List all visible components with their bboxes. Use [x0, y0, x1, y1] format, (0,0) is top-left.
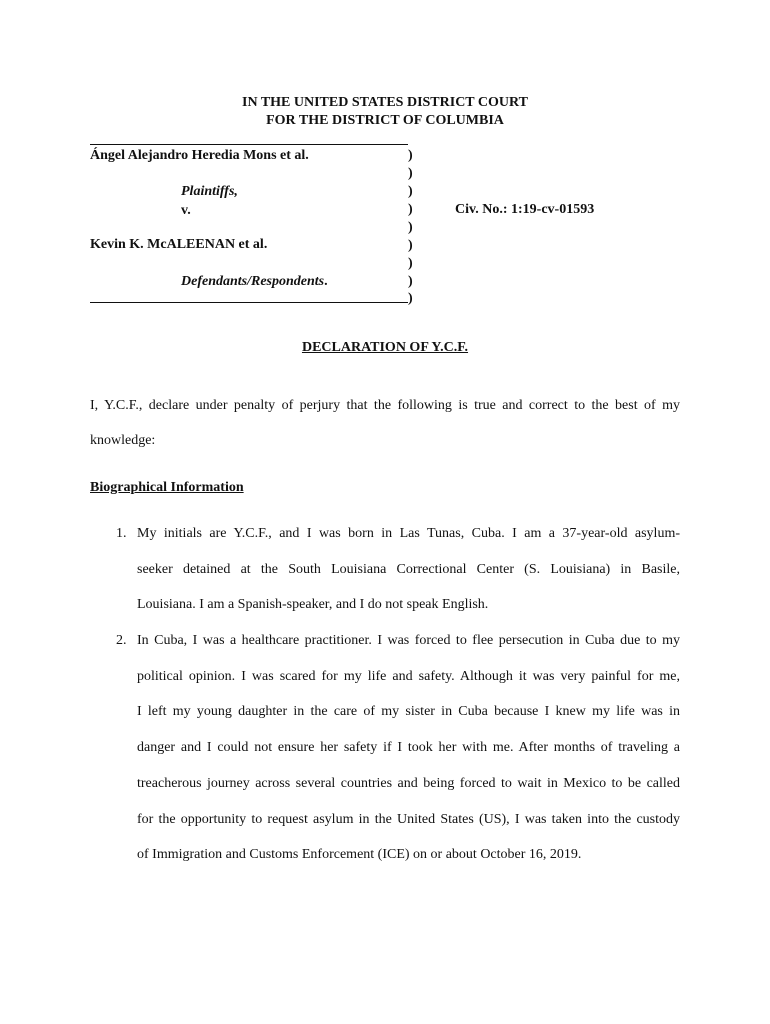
- plaintiff-role: Plaintiffs,: [181, 184, 238, 199]
- paragraph-line: Louisiana. I am a Spanish-speaker, and I do not speak English.: [137, 597, 489, 612]
- caption-paren: ): [408, 238, 413, 253]
- paragraph-line: treacherous journey across several countries and being forced to wait in Mexico to be called: [137, 776, 680, 791]
- intro-line-2: knowledge:: [90, 433, 156, 448]
- document-title: DECLARATION OF Y.C.F.: [301, 340, 469, 355]
- caption-paren: ): [408, 148, 413, 163]
- intro-line-1-text: I, Y.C.F., declare under penalty of perjury that the following is true and correct to the best of my: [90, 398, 680, 413]
- caption-paren: ): [408, 184, 413, 199]
- paragraph-line: danger and I could not ensure her safety if I took her with me. After months of traveling a: [137, 740, 680, 755]
- defendant-role: [181, 274, 328, 290]
- caption-paren: ): [408, 202, 413, 217]
- caption-paren: ): [408, 274, 413, 289]
- intro-line-1: [90, 398, 680, 414]
- caption-paren: ): [408, 256, 413, 271]
- paragraph-line: for the opportunity to request asylum in the United States (US), I was taken into the custody: [137, 812, 680, 827]
- paragraph-number: 2.: [116, 633, 127, 648]
- court-name-line2: FOR THE DISTRICT OF COLUMBIA: [266, 113, 504, 128]
- defendant-role-text: Defendants/Respondents: [181, 274, 325, 289]
- paragraph-line: seeker detained at the South Louisiana Correctional Center (S. Louisiana) in Basile,: [137, 562, 680, 577]
- paragraph-line: I left my young daughter in the care of my sister in Cuba because I knew my life was in: [137, 704, 680, 719]
- section-heading: Biographical Information: [90, 480, 244, 495]
- caption-paren: ): [408, 166, 413, 181]
- paragraph-line: of Immigration and Customs Enforcement (ICE) on or about October 16, 2019.: [137, 847, 582, 862]
- defendant-name: Kevin K. McALEENAN et al.: [90, 237, 268, 252]
- caption-top-rule: [90, 144, 408, 145]
- versus-label: v.: [181, 203, 191, 218]
- caption-paren: ): [408, 291, 413, 306]
- paragraph-number: 1.: [116, 526, 127, 541]
- defendant-role-period: .: [324, 274, 328, 289]
- civil-case-number: Civ. No.: 1:19-cv-01593: [455, 202, 595, 217]
- paragraph-line: In Cuba, I was a healthcare practitioner. I was forced to flee persecution in Cuba due to my: [137, 633, 680, 648]
- paragraph-line: My initials are Y.C.F., and I was born in Las Tunas, Cuba. I am a 37-year-old asylum-: [137, 526, 680, 541]
- plaintiff-name: Ángel Alejandro Heredia Mons et al.: [90, 148, 309, 163]
- caption-paren: ): [408, 220, 413, 235]
- court-name-line1: IN THE UNITED STATES DISTRICT COURT: [242, 95, 528, 110]
- paragraph-line: political opinion. I was scared for my life and safety. Although it was very painful for me,: [137, 669, 680, 684]
- caption-bottom-rule: [90, 302, 408, 303]
